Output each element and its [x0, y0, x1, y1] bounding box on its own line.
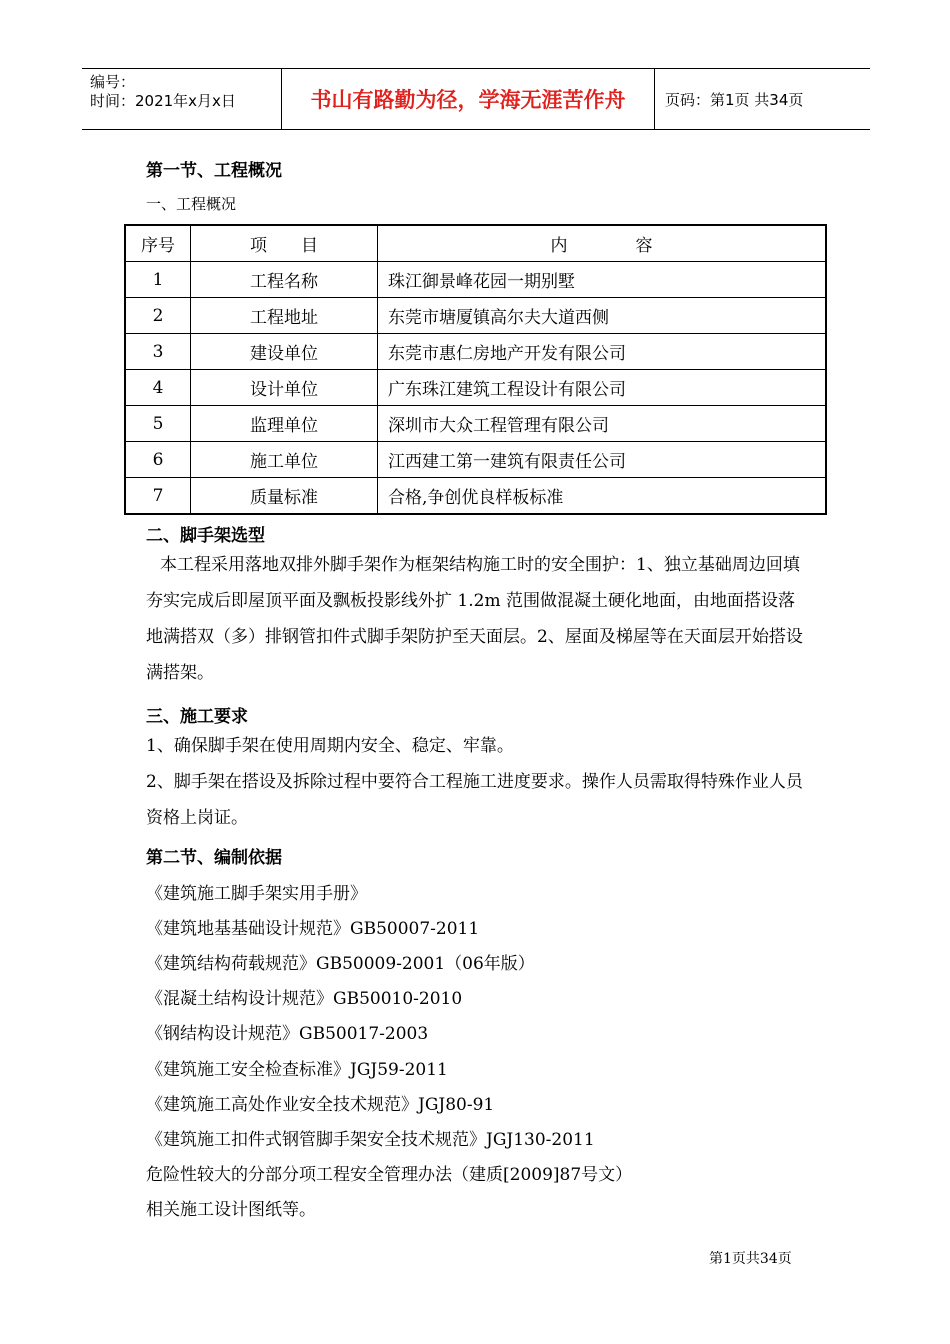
row-item: 建设单位 [191, 334, 378, 370]
row-index: 4 [125, 370, 191, 406]
row-index: 6 [125, 442, 191, 478]
table-row [125, 298, 826, 334]
section2-body: 本工程采用落地双排外脚手架作为框架结构施工时的安全围护：1、独立基础周边回填夯实完成后即屋顶平面及飘板投影线外扩 1.2m 范围做混凝土硬化地面，由地面搭设落地满搭双（多）排钢管扣件式脚手架防护至天面层。2、屋面及梯屋等在天面层开始搭设满搭架。 [146, 555, 803, 683]
section1-title: 第一节、工程概况 [146, 161, 282, 181]
ref-item: 《建筑施工脚手架实用手册》 [146, 884, 367, 904]
ref-item: 相关施工设计图纸等。 [146, 1200, 316, 1220]
header-item: 项 目 [191, 225, 378, 262]
table-row [125, 334, 826, 370]
section1-subtitle: 一、工程概况 [146, 195, 237, 213]
section3-item1: 1、确保脚手架在使用周期内安全、稳定、牢靠。 [146, 736, 514, 756]
page-footer: 第1页共34页 [709, 1251, 792, 1267]
ref-item: 《建筑地基基础设计规范》GB50007-2011 [146, 919, 480, 939]
row-index: 7 [125, 478, 191, 515]
section3-title: 三、施工要求 [146, 707, 248, 727]
ref-item: 《建筑施工扣件式钢管脚手架安全技术规范》JGJ130-2011 [146, 1130, 595, 1150]
row-item: 施工单位 [191, 442, 378, 478]
row-item: 设计单位 [191, 370, 378, 406]
row-index: 1 [125, 262, 191, 298]
ref-item: 危险性较大的分部分项工程安全管理办法（建质[2009]87号文） [146, 1165, 633, 1185]
section3-item2: 2、脚手架在搭设及拆除过程中要符合工程施工进度要求。操作人员需取得特殊作业人员资格上岗证。 [146, 772, 803, 828]
overview-table [124, 224, 827, 515]
header-content: 内 容 [378, 225, 827, 262]
table-row [125, 478, 826, 515]
row-item: 工程名称 [191, 262, 378, 298]
row-item: 监理单位 [191, 406, 378, 442]
table-row [125, 406, 826, 442]
row-content: 合格,争创优良样板标准 [378, 478, 827, 515]
row-content: 东莞市惠仁房地产开发有限公司 [378, 334, 827, 370]
page-header [82, 68, 870, 130]
header-index: 序号 [125, 225, 191, 262]
section2-title: 二、脚手架选型 [146, 526, 265, 546]
ref-item: 《建筑施工安全检查标准》JGJ59-2011 [146, 1060, 448, 1080]
section4-title: 第二节、编制依据 [146, 848, 282, 868]
ref-item: 《钢结构设计规范》GB50017-2003 [146, 1024, 429, 1044]
row-index: 2 [125, 298, 191, 334]
table-row [125, 370, 826, 406]
table-header-row [125, 225, 826, 262]
motto: 书山有路勤为径，学海无涯苦作舟 [282, 69, 655, 129]
page-info: 页码：第1页 共34页 [665, 90, 804, 109]
row-index: 5 [125, 406, 191, 442]
time-label: 时间：2021年x月x日 [90, 92, 236, 110]
row-content: 东莞市塘厦镇高尔夫大道西侧 [378, 298, 827, 334]
row-index: 3 [125, 334, 191, 370]
row-item: 质量标准 [191, 478, 378, 515]
ref-item: 《建筑结构荷载规范》GB50009-2001（06年版） [146, 954, 535, 974]
table-row [125, 442, 826, 478]
header-meta [82, 69, 282, 129]
row-content: 珠江御景峰花园一期别墅 [378, 262, 827, 298]
row-content: 广东珠江建筑工程设计有限公司 [378, 370, 827, 406]
ref-item: 《建筑施工高处作业安全技术规范》JGJ80-91 [146, 1095, 495, 1115]
ref-item: 《混凝土结构设计规范》GB50010-2010 [146, 989, 463, 1009]
row-content: 江西建工第一建筑有限责任公司 [378, 442, 827, 478]
row-item: 工程地址 [191, 298, 378, 334]
table-row [125, 262, 826, 298]
row-content: 深圳市大众工程管理有限公司 [378, 406, 827, 442]
serial-label: 编号： [90, 73, 136, 91]
